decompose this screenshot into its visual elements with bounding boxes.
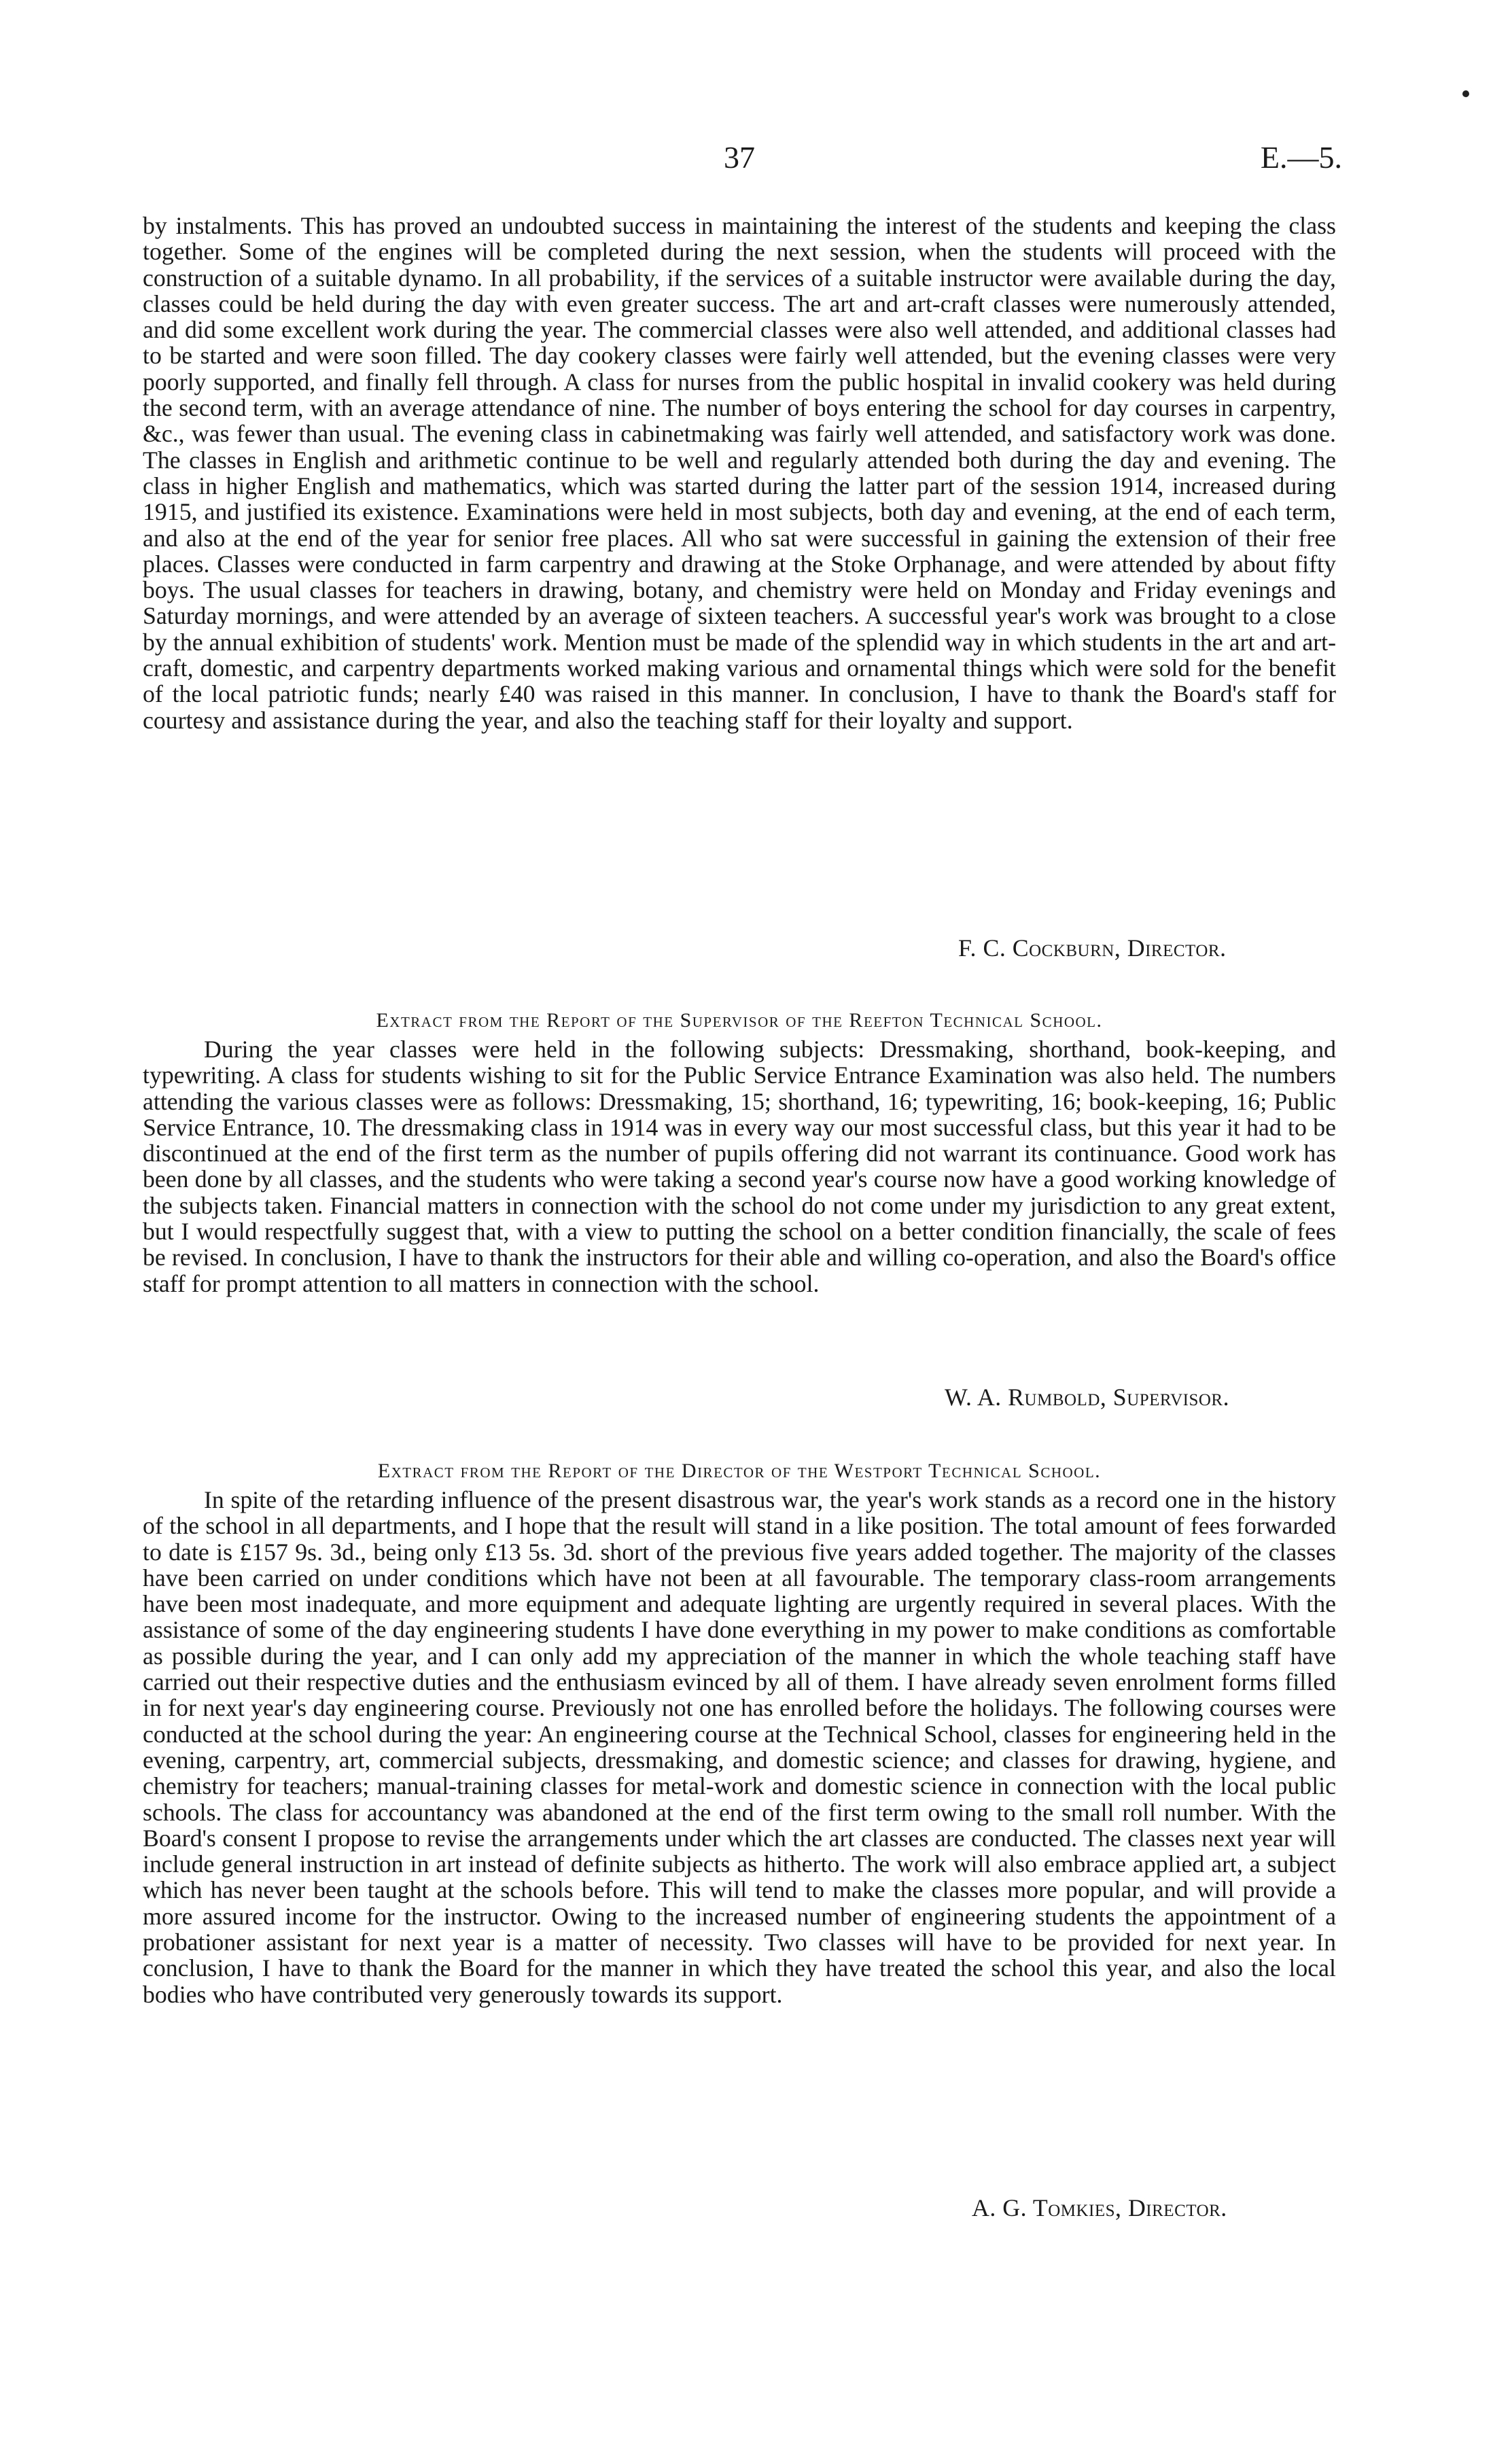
ink-speck <box>1462 90 1469 97</box>
page-header <box>0 139 1493 187</box>
paragraph: In spite of the retarding influence of the present disastrous war, the year's work stands as a record one in the history of the school in all departments, and I hope that the result will stand in a like position. The total amount of fees forwarded to date is £157 9s. 3d., being only £13 5s. 3d. short of the previous five years added together. The majority of the classes have been carried on under conditions which have not been at all favourable. The temporary class-room arrangements have been most inadequate, and more equipment and adequate lighting are urgently required in several places. With the assistance of some of the day engineering students I have done everything in my power to make conditions as comfortable as possible during the year, and I can only add my appreciation of the manner in which the whole teaching staff have carried out their respective duties and the enthusiasm evinced by all of them. I have already seven enrolment forms filled in for next year's day engineering course. Previously not one has enrolled before the holidays. The following courses were conducted at the school during the year: An engineering course at the Technical School, classes for engineering held in the evening, carpentry, art, commercial subjects, dressmaking, and domestic science; and classes for drawing, hygiene, and chemistry for teachers; manual-training classes for metal-work and domestic science in connection with the local public schools. The class for accountancy was abandoned at the end of the first term owing to the small roll number. With the Board's consent I propose to revise the arrangements under which the art classes are conducted. The classes next year will include general instruction in art instead of definite subjects as hitherto. The work will also embrace applied art, a subject which has never been taught at the schools before. This will tend to make the classes more popular, and will provide a more assured income for the instructor. Owing to the increased number of engineering students the appointment of a probationer assistant for next year is a matter of necessity. Two classes will have to be provided for next year. In conclusion, I have to thank the Board for the manner in which they have treated the school this year, and also the local bodies who have contributed very generously towards its support. <box>143 1486 1336 2008</box>
section-heading-westport: Extract from the Report of the Director of the Westport Technical School. <box>377 1460 1102 1482</box>
page-number: 37 <box>724 140 755 175</box>
section-nelson-continuation <box>143 213 1336 733</box>
signature-tomkies: A. G. Tomkies, Director. <box>972 2194 1227 2221</box>
document-reference: E.—5. <box>1260 140 1342 175</box>
signature-cockburn: F. C. Cockburn, Director. <box>958 934 1227 962</box>
paragraph: During the year classes were held in the following subjects: Dressmaking, shorthand, book-keeping, and typewriting. A class for students wishing to sit for the Public Service Entrance Examination was also held. The numbers attending the various classes were as follows: Dressmaking, 15; shorthand, 16; typewriting, 16; book-keeping, 16; Public Service Entrance, 10. The dressmaking class in 1914 was in every way our most successful class, but this year it had to be discontinued at the end of the first term as the number of pupils offering did not warrant its continuance. Good work has been done by all classes, and the students who were taking a second year's course now have a good working knowledge of the subjects taken. Financial matters in connection with the school do not come under my jurisdiction to any great extent, but I would respectfully suggest that, with a view to putting the school on a better condition financially, the scale of fees be revised. In conclusion, I have to thank the instructors for their able and willing co-operation, and also the Board's office staff for prompt attention to all matters in connection with the school. <box>143 1036 1336 1297</box>
section-heading-reefton: Extract from the Report of the Supervisor of the Reefton Technical School. <box>376 1009 1103 1032</box>
paragraph: by instalments. This has proved an undoubted success in maintaining the interest of the students and keeping the class together. Some of the engines will be completed during the next session, when the students will proceed with the construction of a suitable dynamo. In all probability, if the services of a suitable instructor were available during the day, classes could be held during the day with even greater success. The art and art-craft classes were numerously attended, and did some excellent work during the year. The commercial classes were also well attended, and additional classes had to be started and were soon filled. The day cookery classes were fairly well attended, but the evening classes were very poorly supported, and finally fell through. A class for nurses from the public hospital in invalid cookery was held during the second term, with an average attendance of nine. The number of boys entering the school for day courses in carpentry, &c., was fewer than usual. The evening class in cabinetmaking was fairly well attended, and satisfactory work was done. The classes in English and arithmetic continue to be well and regularly attended both during the day and evening. The class in higher English and mathematics, which was started during the latter part of the session 1914, increased during 1915, and justified its existence. Examinations were held in most subjects, both day and evening, at the end of each term, and also at the end of the year for senior free places. All who sat were successful in gaining the extension of their free places. Classes were conducted in farm carpentry and drawing at the Stoke Orphanage, and were attended by about fifty boys. The usual classes for teachers in drawing, botany, and chemistry were held on Monday and Friday evenings and Saturday mornings, and were attended by an average of sixteen teachers. A successful year's work was brought to a close by the annual exhibition of students' work. Mention must be made of the splendid way in which students in the art and art-craft, domestic, and carpentry departments worked making various and ornamental things which were sold for the benefit of the local patriotic funds; nearly £40 was raised in this manner. In conclusion, I have to thank the Board's staff for courtesy and assistance during the year, and also the teaching staff for their loyalty and support. <box>143 212 1336 734</box>
section-reefton <box>143 1036 1336 1297</box>
signature-rumbold: W. A. Rumbold, Supervisor. <box>945 1384 1230 1411</box>
section-westport <box>143 1487 1336 2007</box>
